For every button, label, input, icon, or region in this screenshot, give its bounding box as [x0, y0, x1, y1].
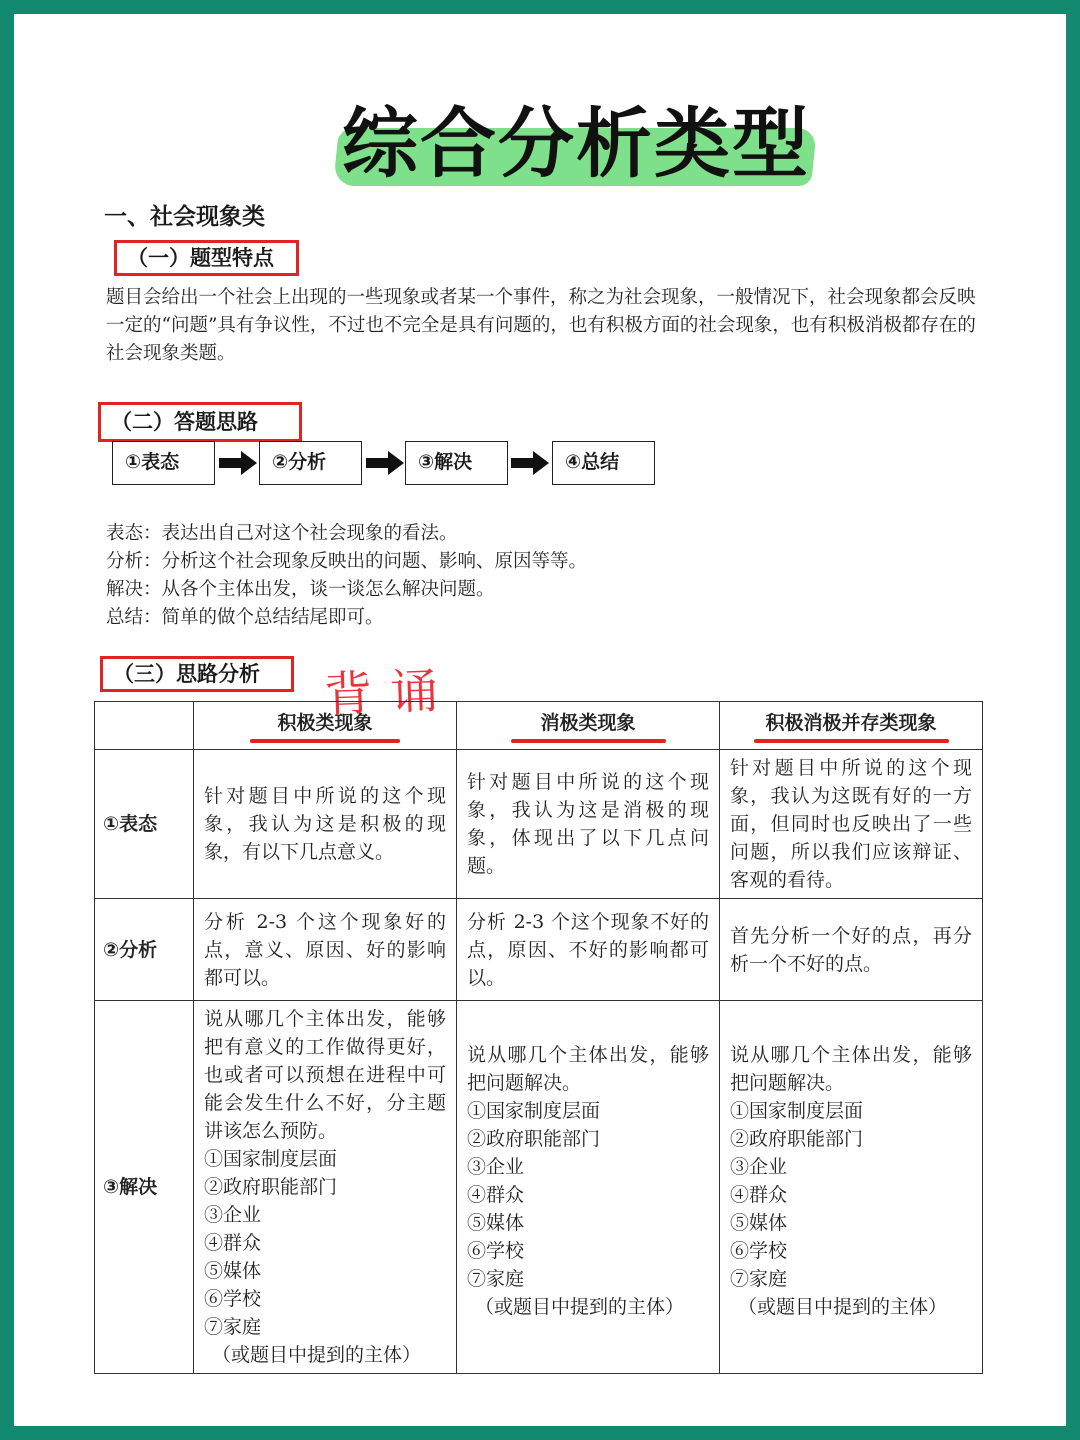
step-box-analysis: ②分析 [259, 441, 362, 485]
row-label: ①表态 [95, 750, 194, 899]
table-cell: 针对题目中所说的这个现象，我认为这既有好的一方面，但同时也反映出了一些问题，所以我们应该辩证、客观的看待。 [720, 750, 983, 899]
solution-intro: 说从哪几个主体出发，能够把有意义的工作做得更好，也或者可以预想在进程中可能会发生什么不好，分主题讲该怎么预防。 [204, 1008, 446, 1142]
subject-item: ⑤媒体 [204, 1260, 262, 1282]
column-header-label: 积极类现象 [277, 711, 373, 734]
column-header [720, 702, 983, 750]
header-underline [511, 739, 666, 743]
handwritten-annotation: 背诵 [323, 662, 458, 724]
row-label: ③解决 [95, 1001, 194, 1374]
subject-item: ③企业 [730, 1156, 788, 1178]
subject-item: ⑤媒体 [730, 1212, 788, 1234]
subject-item: ④群众 [730, 1184, 788, 1206]
part2-heading: （二）答题思路 [98, 402, 302, 442]
document-page [14, 14, 1066, 1426]
arrow-right-icon [511, 451, 549, 475]
explanation-line: 分析：分析这个社会现象反映出的问题、影响、原因等等。 [106, 551, 588, 572]
page-title: 综合分析类型 [342, 99, 810, 188]
subject-item: ⑥学校 [204, 1288, 262, 1310]
table-cell: 针对题目中所说的这个现象，我认为这是积极的现象，有以下几点意义。 [194, 750, 457, 899]
subject-item: ⑥学校 [730, 1240, 788, 1262]
subject-note: （或题目中提到的主体） [475, 1296, 685, 1318]
subject-item: ④群众 [467, 1184, 525, 1206]
steps-explanation [106, 520, 587, 632]
part1-heading: （一）题型特点 [114, 240, 299, 276]
column-header-label: 消极类现象 [540, 711, 636, 734]
step-box-summary: ④总结 [552, 441, 655, 485]
table-cell: 分析 2-3 个这个现象不好的点，原因、不好的影响都可以。 [457, 899, 720, 1001]
header-underline [754, 739, 949, 743]
table-cell [720, 1001, 983, 1374]
solution-intro: 说从哪几个主体出发，能够把问题解决。 [467, 1044, 709, 1094]
subject-item: ③企业 [467, 1156, 525, 1178]
table-header-row [95, 702, 983, 750]
arrow-right-icon [366, 451, 404, 475]
table-cell: 分析 2-3 个这个现象好的点，意义、原因、好的影响都可以。 [194, 899, 457, 1001]
table-cell [457, 1001, 720, 1374]
subject-item: ①国家制度层面 [467, 1100, 601, 1122]
subject-item: ⑦家庭 [730, 1268, 788, 1290]
explanation-line: 解决：从各个主体出发，谈一谈怎么解决问题。 [106, 579, 495, 600]
subject-item: ②政府职能部门 [204, 1176, 338, 1198]
table-row [95, 750, 983, 899]
subject-item: ①国家制度层面 [204, 1148, 338, 1170]
column-header [457, 702, 720, 750]
subject-item: ⑥学校 [467, 1240, 525, 1262]
subject-item: ④群众 [204, 1232, 262, 1254]
subject-note: （或题目中提到的主体） [738, 1296, 948, 1318]
explanation-line: 表态：表达出自己对这个社会现象的看法。 [106, 523, 458, 544]
step-box-solution: ③解决 [405, 441, 508, 485]
subject-item: ②政府职能部门 [467, 1128, 601, 1150]
part1-text: 题目会给出一个社会上出现的一些现象或者某一个事件，称之为社会现象，一般情况下，社会现象都会反映一定的“问题”具有争议性，不过也不完全是具有问题的，也有积极方面的社会现象，也有积极消极都存在的社会现象类题。 [106, 287, 976, 364]
table-cell [194, 1001, 457, 1374]
subject-item: ⑦家庭 [467, 1268, 525, 1290]
subject-item: ②政府职能部门 [730, 1128, 864, 1150]
subject-item: ③企业 [204, 1204, 262, 1226]
table-row [95, 899, 983, 1001]
subject-item: ⑦家庭 [204, 1316, 262, 1338]
row-label: ②分析 [95, 899, 194, 1001]
explanation-line: 总结：简单的做个总结结尾即可。 [106, 607, 384, 628]
header-underline [250, 739, 400, 743]
steps-flow [112, 441, 672, 487]
analysis-table [94, 701, 983, 1374]
step-box-stance: ①表态 [112, 441, 215, 485]
solution-intro: 说从哪几个主体出发，能够把问题解决。 [730, 1044, 972, 1094]
section-heading: 一、社会现象类 [104, 204, 265, 230]
subject-item: ①国家制度层面 [730, 1100, 864, 1122]
table-cell: 首先分析一个好的点，再分析一个不好的点。 [720, 899, 983, 1001]
column-header [194, 702, 457, 750]
part3-heading: （三）思路分析 [100, 656, 294, 692]
table-corner [95, 702, 194, 750]
table-cell: 针对题目中所说的这个现象，我认为这是消极的现象，体现出了以下几点问题。 [457, 750, 720, 899]
subject-note: （或题目中提到的主体） [212, 1344, 422, 1366]
column-header-label: 积极消极并存类现象 [765, 711, 937, 734]
title-block [336, 96, 816, 194]
arrow-right-icon [219, 451, 257, 475]
table-row [95, 1001, 983, 1374]
subject-item: ⑤媒体 [467, 1212, 525, 1234]
